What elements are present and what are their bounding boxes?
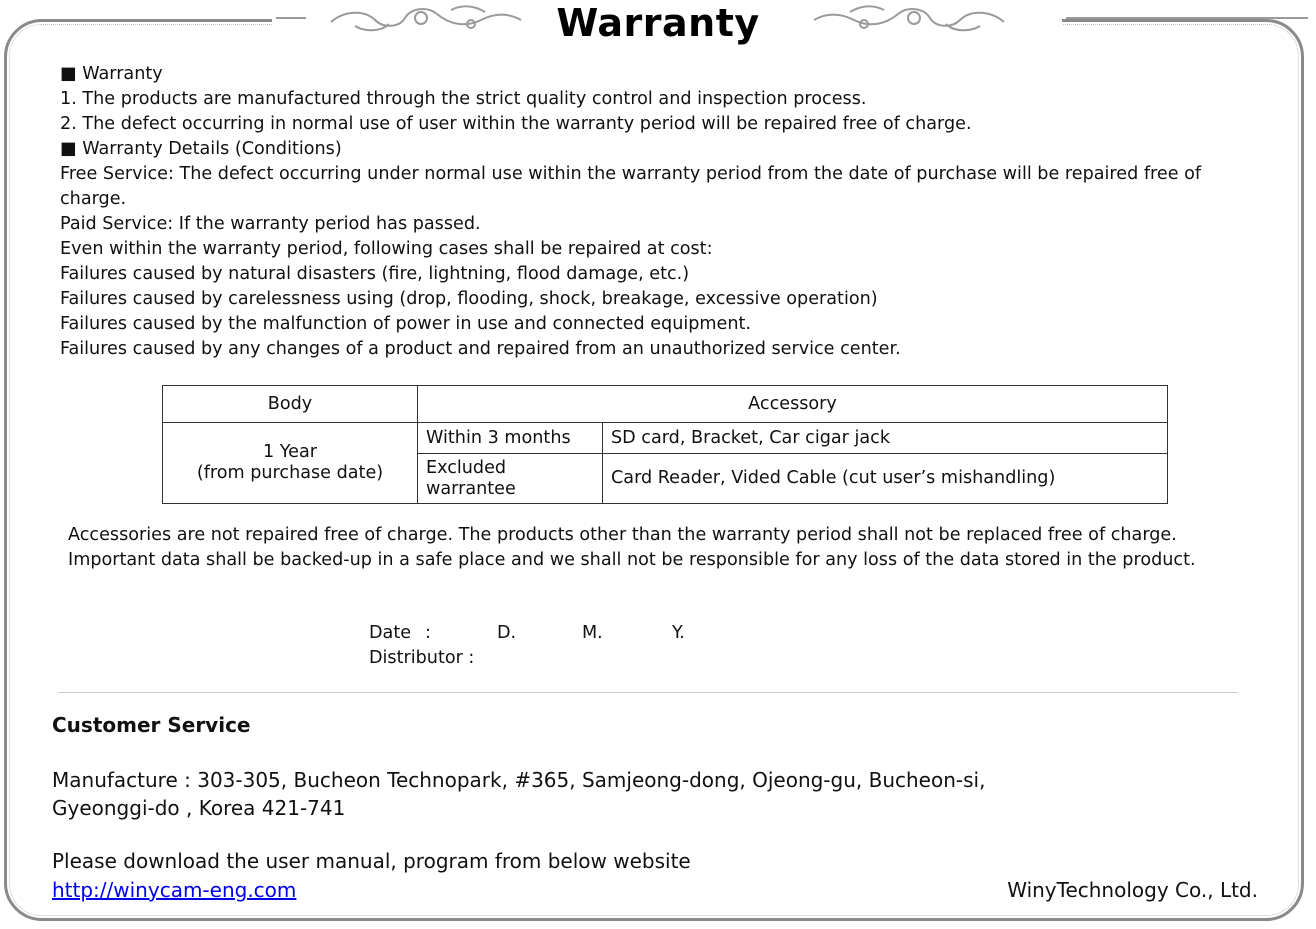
address-line: Gyeonggi-do , Korea 421-741: [52, 796, 346, 820]
free-service-text: Free Service: The defect occurring under normal use within the warranty period from the date of purchase will be repaired free of charge.: [60, 164, 1202, 209]
customer-service-title: Customer Service: [52, 713, 251, 737]
table-row1-label: Within 3 months: [418, 423, 603, 454]
warranty-item: 1. The products are manufactured through the strict quality control and inspection process.: [60, 89, 867, 109]
date-day: D.: [497, 623, 517, 643]
failure-item: Failures caused by natural disasters (fire, lightning, flood damage, etc.): [60, 264, 690, 284]
company-name: WinyTechnology Co., Ltd.: [1007, 878, 1258, 902]
section-divider: [58, 692, 1238, 693]
warranty-table: [162, 385, 1168, 504]
date-separator: :: [425, 623, 431, 643]
manufacture-address: [52, 766, 1152, 822]
table-body-period: [163, 423, 418, 504]
table-header-body: Body: [163, 386, 418, 423]
failure-item: Failures caused by any changes of a product and repaired from an unauthorized service center.: [60, 339, 901, 359]
distributor-line: Distributor :: [369, 648, 475, 668]
cost-intro-text: Even within the warranty period, following cases shall be repaired at cost:: [60, 239, 713, 259]
table-row2-label: Excluded warrantee: [418, 454, 603, 504]
warranty-item: 2. The defect occurring in normal use of user within the warranty period will be repaired free of charge.: [60, 114, 972, 134]
date-line: [369, 623, 685, 643]
note-item: Important data shall be backed-up in a safe place and we shall not be responsible for any loss of the data stored in the product.: [68, 550, 1196, 570]
body-period-note: (from purchase date): [196, 463, 384, 483]
date-month: M.: [582, 623, 603, 643]
failure-item: Failures caused by the malfunction of power in use and connected equipment.: [60, 314, 752, 334]
warranty-heading: ■ Warranty: [60, 64, 163, 84]
paid-service-text: Paid Service: If the warranty period has passed.: [60, 214, 481, 234]
note-item: Accessories are not repaired free of charge. The products other than the warranty period shall not be replaced free of charge.: [68, 525, 1177, 545]
failure-item: Failures caused by carelessness using (drop, flooding, shock, breakage, excessive operation): [60, 289, 878, 309]
table-header-accessory: Accessory: [418, 386, 1168, 423]
address-line: Manufacture : 303-305, Bucheon Technopark, #365, Samjeong-dong, Ojeong-gu, Bucheon-si,: [52, 768, 986, 792]
details-heading: ■ Warranty Details (Conditions): [60, 139, 342, 159]
body-period: 1 Year: [262, 442, 318, 462]
table-row2-items: Card Reader, Vided Cable (cut user’s mishandling): [603, 454, 1168, 504]
website-link[interactable]: http://winycam-eng.com: [52, 878, 297, 902]
date-year: Y.: [672, 623, 685, 643]
date-label: Date: [369, 623, 412, 643]
table-row1-items: SD card, Bracket, Car cigar jack: [603, 423, 1168, 454]
download-text: Please download the user manual, program from below website: [52, 849, 691, 873]
page-title: Warranty: [556, 1, 760, 45]
warranty-text: [60, 62, 1240, 362]
notes: [68, 523, 1228, 573]
